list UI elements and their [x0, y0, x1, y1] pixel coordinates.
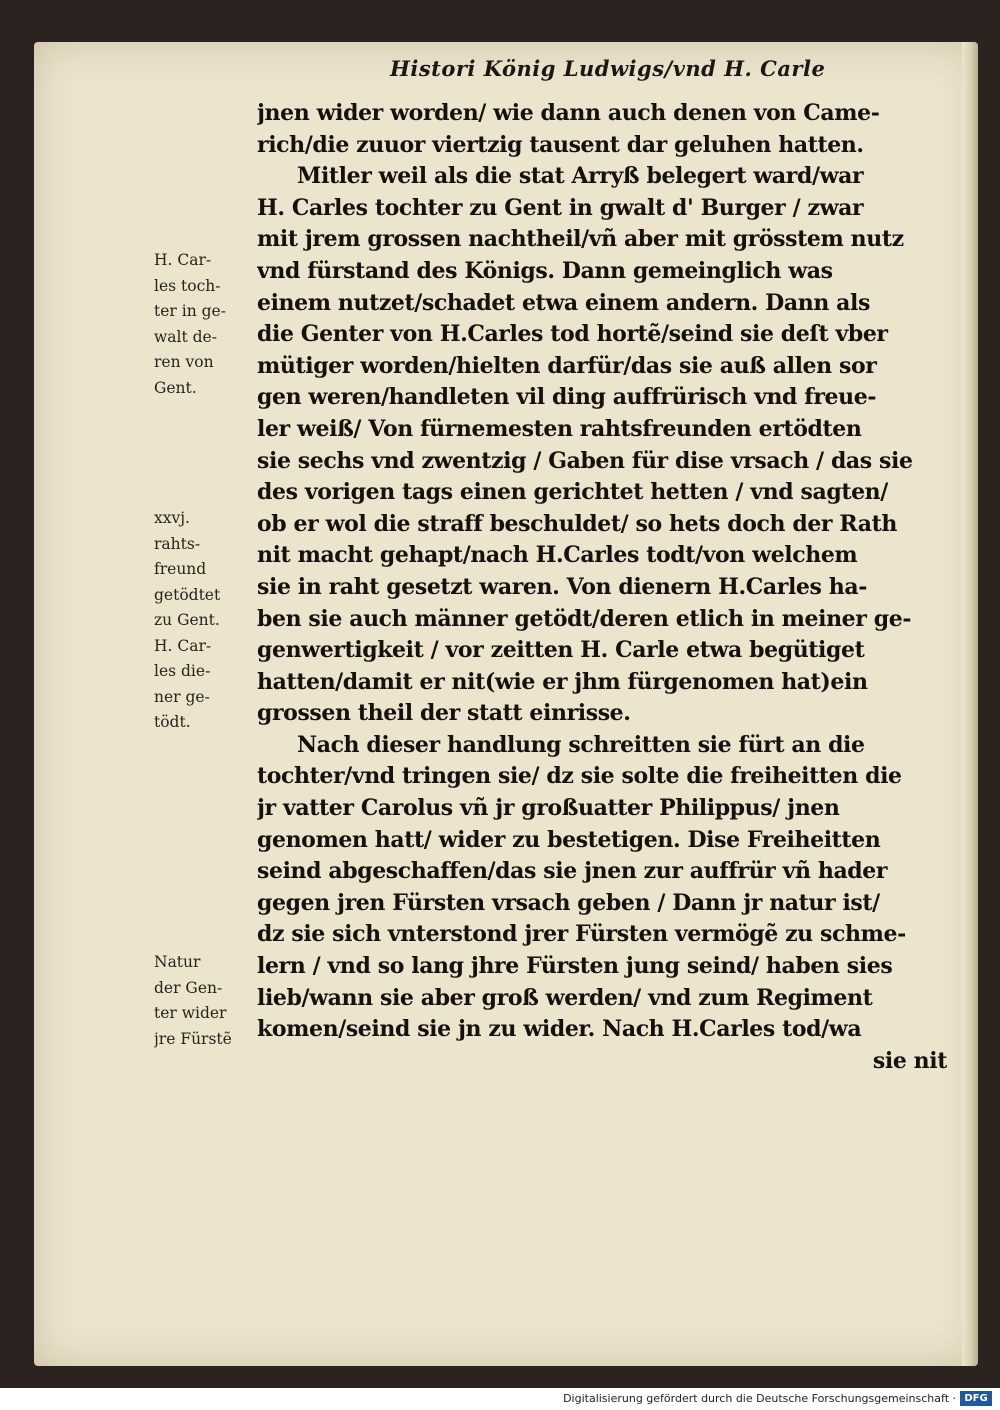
text-line: Mitler weil als die stat Arryß belegert ward/war: [297, 163, 864, 190]
margin-note-line: der Gen-: [154, 978, 223, 997]
text-line: vnd fürstand des Königs. Dann gemeinglich was: [257, 257, 833, 284]
margin-note-line: les die-: [154, 662, 211, 680]
text-line: grossen theil der statt einrisse.: [257, 700, 631, 727]
text-line: die Genter von H.Carles tod hortẽ/seind sie deſt vber: [257, 321, 888, 348]
margin-note-line: getödtet: [154, 585, 221, 604]
text-line: lern / vnd so lang jhre Fürsten jung seind/ haben sies: [257, 953, 893, 980]
text-line: jr vatter Carolus vñ jr großuatter Philippus/ jnen: [257, 795, 840, 822]
text-line: genwertigkeit / vor zeitten H. Carle etwa begütiget: [257, 637, 865, 664]
margin-note-line: ner ge-: [154, 687, 210, 706]
margin-note-line: Natur: [154, 953, 201, 971]
margin-note-line: ter wider: [154, 1004, 227, 1022]
margin-note-line: freund: [154, 560, 207, 578]
margin-note-1: [154, 248, 260, 401]
margin-note-line: Gent.: [154, 378, 197, 397]
text-line: einem nutzet/schadet etwa einem andern. Dann als: [257, 289, 870, 316]
text-line: nit macht gehapt/nach H.Carles todt/von welchem: [257, 542, 858, 569]
footer-credit: Digitalisierung gefördert durch die Deutsche Forschungsgemeinschaft ·: [563, 1392, 956, 1405]
text-line: des vorigen tags einen gerichtet hetten / vnd sagten/: [257, 479, 888, 506]
footer-bar: [0, 1388, 1000, 1410]
margin-note-line: ren von: [154, 353, 214, 371]
text-line: hatten/damit er nit(wie er jhm fürgenomen hat)ein: [257, 668, 868, 695]
text-line: H. Carles tochter zu Gent in gwalt d' Burger / zwar: [257, 194, 864, 221]
text-line: gen weren/handleten vil ding auffrürisch vnd freue-: [257, 384, 877, 411]
text-line: tochter/vnd tringen sie/ dz sie solte die freiheitten die: [257, 763, 902, 790]
margin-note-line: H. Car-: [154, 636, 212, 655]
text-line: Nach dieser handlung schreitten sie fürt an die: [297, 731, 865, 758]
margin-note-line: les toch-: [154, 276, 221, 295]
text-line: ler weiß/ Von fürnemesten rahtsfreunden ertödten: [257, 415, 862, 442]
text-line: rich/die zuuor viertzig tausent dar geluhen hatten.: [257, 131, 864, 158]
text-line: mütiger worden/hielten darfür/das sie auß allen sor: [257, 352, 877, 379]
margin-note-line: rahts-: [154, 534, 201, 553]
text-line: komen/seind sie jn zu wider. Nach H.Carles tod/wa: [257, 1016, 862, 1043]
margin-note-line: jre Fürstẽ: [154, 1029, 232, 1048]
text-line: ob er wol die straff beschuldet/ so hets doch der Rath: [257, 510, 897, 537]
margin-note-line: H. Car-: [154, 251, 212, 269]
margin-note-line: tödt.: [154, 713, 191, 731]
text-line: sie sechs vnd zwentzig / Gaben für dise vrsach / das sie: [257, 447, 913, 474]
text-line: sie nit: [872, 1047, 947, 1074]
text-line: seind abgeschaffen/das sie jnen zur auffrür vñ hader: [257, 858, 888, 885]
margin-note-line: xxvj.: [154, 509, 190, 527]
text-line: ben sie auch männer getödt/deren etlich in meiner ge-: [257, 605, 912, 632]
dfg-logo: DFG: [960, 1391, 992, 1406]
margin-note-line: ter in ge-: [154, 302, 226, 320]
margin-note-line: walt de-: [154, 327, 217, 346]
margin-note-line: zu Gent.: [154, 611, 220, 629]
body-text: [257, 98, 947, 1077]
text-line: mit jrem grossen nachtheil/vñ aber mit grösstem nutz: [257, 226, 904, 253]
text-line: dz sie sich vnterstond jrer Fürsten vermögẽ zu schme-: [257, 921, 906, 948]
text-line: sie in raht gesetzt waren. Von dienern H.Carles ha-: [257, 573, 867, 600]
text-line: genomen hatt/ wider zu bestetigen. Dise Freiheitten: [257, 826, 881, 853]
page-edge: [962, 42, 978, 1366]
running-head: Histori König Ludwigs/vnd H. Carle: [390, 56, 826, 81]
text-line: lieb/wann sie aber groß werden/ vnd zum Regiment: [257, 984, 873, 1011]
margin-note-3: [154, 950, 260, 1052]
text-line: jnen wider worden/ wie dann auch denen von Came-: [257, 100, 880, 126]
text-line: gegen jren Fürsten vrsach geben / Dann jr natur ist/: [257, 889, 880, 916]
margin-note-2: [154, 506, 260, 736]
